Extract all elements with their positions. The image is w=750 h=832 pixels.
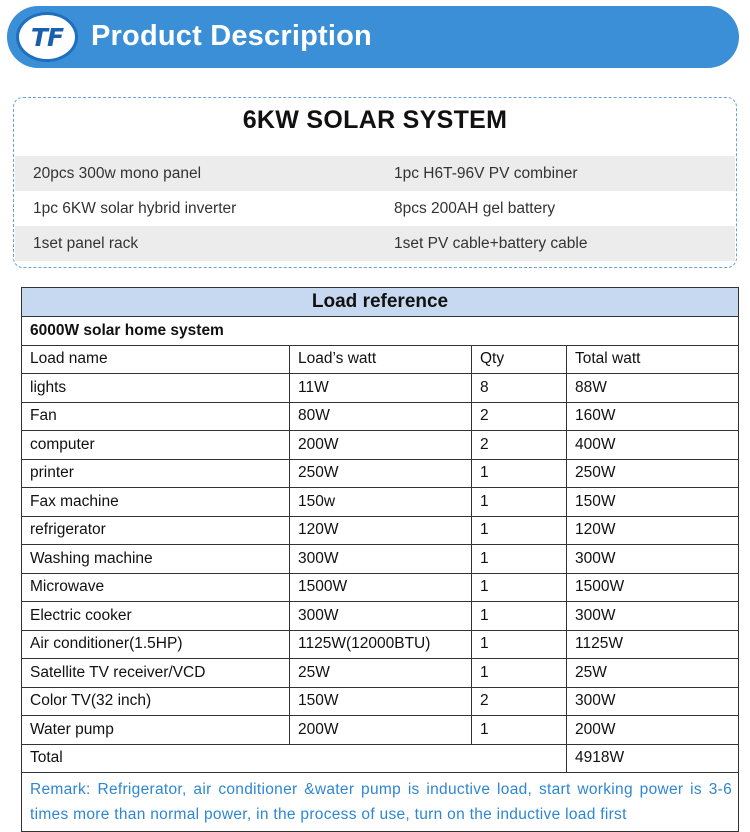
- load-table: [21, 287, 739, 832]
- table-cell: 300W: [290, 602, 472, 631]
- table-cell: 1: [472, 488, 567, 517]
- table-cell: Color TV(32 inch): [22, 687, 290, 716]
- table-cell: 150W: [567, 488, 739, 517]
- table-cell: 120W: [290, 516, 472, 545]
- logo-text: TF: [30, 22, 64, 52]
- table-cell: 25W: [567, 659, 739, 688]
- table-row: [22, 402, 739, 431]
- column-header: Load name: [22, 345, 290, 374]
- load-subtitle: 6000W solar home system: [22, 317, 739, 346]
- system-item: 8pcs 200AH gel battery: [394, 200, 556, 217]
- table-cell: 1: [472, 516, 567, 545]
- table-cell: 2: [472, 687, 567, 716]
- table-cell: Microwave: [22, 573, 290, 602]
- total-value: 4918W: [567, 744, 739, 773]
- table-cell: 1: [472, 602, 567, 631]
- table-row: [22, 659, 739, 688]
- table-cell: Water pump: [22, 716, 290, 745]
- table-cell: 1: [472, 659, 567, 688]
- table-cell: Fax machine: [22, 488, 290, 517]
- total-label: Total: [22, 744, 567, 773]
- system-title: 6KW SOLAR SYSTEM: [242, 106, 508, 134]
- table-cell: 1: [472, 573, 567, 602]
- table-cell: 300W: [567, 545, 739, 574]
- system-item: 1pc H6T-96V PV combiner: [394, 165, 578, 182]
- table-cell: 8: [472, 374, 567, 403]
- column-header: Load’s watt: [290, 345, 472, 374]
- system-row: [15, 156, 735, 191]
- table-cell: 300W: [567, 602, 739, 631]
- table-cell: Air conditioner(1.5HP): [22, 630, 290, 659]
- table-cell: 80W: [290, 402, 472, 431]
- table-cell: 1: [472, 716, 567, 745]
- tf-logo-icon: [16, 12, 78, 62]
- system-item: 1set PV cable+battery cable: [394, 235, 588, 252]
- table-cell: 200W: [290, 716, 472, 745]
- table-cell: Washing machine: [22, 545, 290, 574]
- system-item: 20pcs 300w mono panel: [33, 165, 202, 182]
- table-cell: 1500W: [567, 573, 739, 602]
- table-row: [22, 459, 739, 488]
- table-header-row: [22, 345, 739, 374]
- load-rows: [22, 374, 739, 745]
- table-cell: 250W: [290, 459, 472, 488]
- table-subtitle-row: [22, 317, 739, 346]
- table-cell: 2: [472, 431, 567, 460]
- table-cell: 1125W(12000BTU): [290, 630, 472, 659]
- remark-text: Remark: Refrigerator, air conditioner &water pump is inductive load, start working power is 3-6 times more than normal power, in the process of use, turn on the inductive load first: [22, 773, 739, 832]
- system-item: 1set panel rack: [33, 235, 139, 252]
- table-cell: 1: [472, 630, 567, 659]
- table-cell: 300W: [290, 545, 472, 574]
- table-cell: 1: [472, 545, 567, 574]
- system-card: [13, 97, 737, 268]
- table-row: [22, 545, 739, 574]
- table-row: [22, 630, 739, 659]
- table-row: [22, 687, 739, 716]
- table-cell: 1125W: [567, 630, 739, 659]
- table-row: [22, 431, 739, 460]
- table-cell: 11W: [290, 374, 472, 403]
- table-cell: 160W: [567, 402, 739, 431]
- table-cell: 120W: [567, 516, 739, 545]
- table-cell: 88W: [567, 374, 739, 403]
- table-cell: 150w: [290, 488, 472, 517]
- table-cell: lights: [22, 374, 290, 403]
- table-row: [22, 602, 739, 631]
- table-cell: 1500W: [290, 573, 472, 602]
- table-cell: Satellite TV receiver/VCD: [22, 659, 290, 688]
- system-row: [15, 191, 735, 226]
- table-cell: computer: [22, 431, 290, 460]
- table-row: [22, 716, 739, 745]
- table-cell: 200W: [290, 431, 472, 460]
- system-row: [15, 226, 735, 261]
- table-cell: 1: [472, 459, 567, 488]
- table-cell: 400W: [567, 431, 739, 460]
- table-cell: 250W: [567, 459, 739, 488]
- table-cell: 25W: [290, 659, 472, 688]
- table-remark-row: [22, 773, 739, 832]
- page-title: Product Description: [91, 20, 372, 52]
- table-cell: refrigerator: [22, 516, 290, 545]
- table-cell: printer: [22, 459, 290, 488]
- table-cell: 2: [472, 402, 567, 431]
- table-row: [22, 374, 739, 403]
- table-total-row: [22, 744, 739, 773]
- table-cell: 150W: [290, 687, 472, 716]
- table-cell: 300W: [567, 687, 739, 716]
- table-row: [22, 573, 739, 602]
- system-item: 1pc 6KW solar hybrid inverter: [33, 200, 237, 217]
- table-cell: Fan: [22, 402, 290, 431]
- table-title-row: [22, 288, 739, 317]
- table-row: [22, 488, 739, 517]
- column-header: Qty: [472, 345, 567, 374]
- table-cell: Electric cooker: [22, 602, 290, 631]
- load-title: Load reference: [22, 288, 739, 317]
- column-header: Total watt: [567, 345, 739, 374]
- table-row: [22, 516, 739, 545]
- table-cell: 200W: [567, 716, 739, 745]
- header-banner: [7, 6, 739, 68]
